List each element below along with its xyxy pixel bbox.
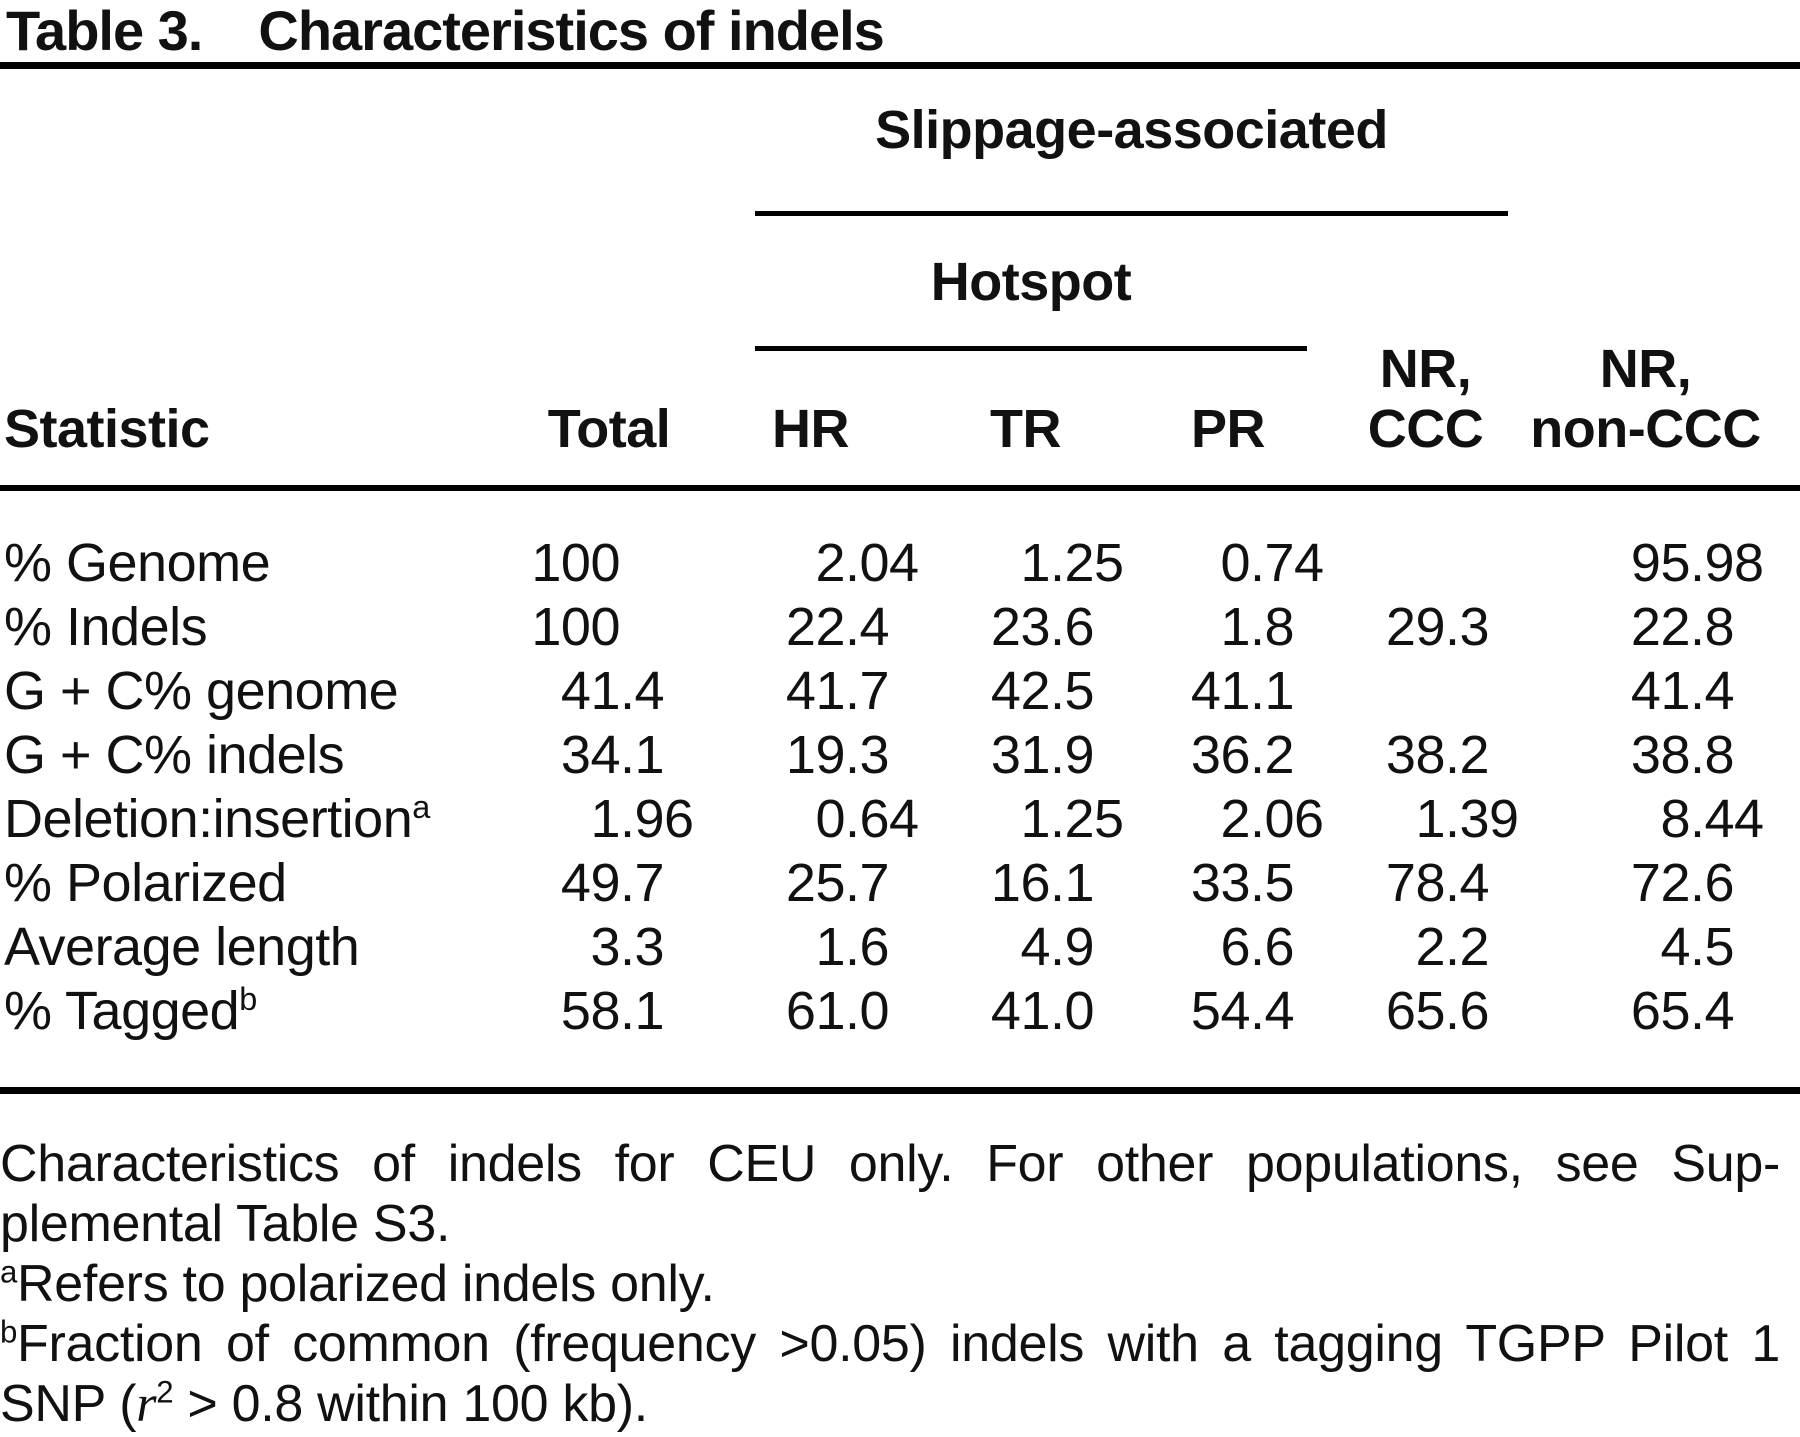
spanner-hotspot: Hotspot (930, 252, 1132, 312)
footnote-b-line2-post: > 0.8 within 100 kb). (173, 1375, 648, 1433)
column-header-nr-non-ccc (1523, 339, 1768, 485)
row-label: % Genome (4, 533, 271, 593)
cell-value: 38 .2 (1385, 725, 1490, 785)
cell-value: 95 .98 (1630, 533, 1764, 593)
table-row (0, 531, 1768, 595)
cell-value: 54 .4 (1190, 981, 1295, 1041)
row-label: Deletion:insertion$^a$ (4, 789, 430, 849)
footnote-b-marker: b (0, 1314, 18, 1350)
cell-value: 100 (531, 533, 620, 593)
column-header-label: HR (772, 399, 849, 459)
footnote-b-line2-pre: SNP ( (0, 1375, 137, 1433)
cell-value: 41 .1 (1190, 661, 1295, 721)
cell-value: 29 .3 (1385, 597, 1490, 657)
cell-value: 1 .39 (1415, 789, 1519, 849)
column-header-pr (1128, 339, 1328, 485)
cell-value: 31 .9 (990, 725, 1095, 785)
column-header-label: PR (1190, 399, 1265, 459)
footnote-general-line2: plemental Table S3. (0, 1195, 451, 1253)
column-header-label-line1: NR, (1379, 339, 1472, 399)
table-bottom-rule (0, 1087, 1800, 1094)
cell-value: 38 .8 (1630, 725, 1735, 785)
column-header-label: Statistic (4, 399, 210, 459)
column-header-statistic (0, 339, 520, 485)
cell-value: 42 .5 (990, 661, 1095, 721)
footnotes (0, 1134, 1780, 1435)
column-header-label-line2: non-CCC (1530, 399, 1761, 459)
cell-value: 1 .96 (590, 789, 694, 849)
table-row (0, 659, 1768, 723)
cell-value: 2 .06 (1220, 789, 1324, 849)
table-row (0, 595, 1768, 659)
cell-value: 8 .44 (1660, 789, 1764, 849)
top-rule (0, 62, 1800, 69)
row-label: Average length (4, 917, 360, 977)
cell-value: 34 .1 (560, 725, 665, 785)
cell-value: 100 (531, 597, 620, 657)
cell-value: 22 .8 (1630, 597, 1735, 657)
footnote-b-line1 (0, 1314, 1780, 1374)
cell-value: 1 .6 (815, 917, 890, 977)
table-row (0, 915, 1768, 979)
column-header-label-line2: CCC (1367, 399, 1484, 459)
footnote-b-r-exponent: 2 (156, 1374, 174, 1410)
cell-value: 0 .74 (1220, 533, 1324, 593)
table-title-text: Characteristics of indels (258, 0, 884, 62)
row-label: G + C% indels (4, 725, 345, 785)
table-body (0, 491, 1768, 1087)
cell-value: 23 .6 (990, 597, 1095, 657)
cell-value: 65 .6 (1385, 981, 1490, 1041)
cell-value: 41 .7 (785, 661, 890, 721)
column-header-hr (698, 339, 923, 485)
cell-value: 72 .6 (1630, 853, 1735, 913)
table-row (0, 723, 1768, 787)
cell-value: 25 .7 (785, 853, 890, 913)
row-label: % Tagged$^b$ (4, 981, 257, 1041)
cell-value: 41 .0 (990, 981, 1095, 1041)
row-label: G + C% genome (4, 661, 399, 721)
row-label-footnote-marker: b (239, 981, 257, 1017)
cell-value: 19 .3 (785, 725, 890, 785)
cell-value: 2 .04 (815, 533, 919, 593)
cell-value: 2 .2 (1415, 917, 1490, 977)
column-header-label: TR (990, 399, 1061, 459)
cell-value: 4 .5 (1660, 917, 1735, 977)
cell-value: 41 .4 (560, 661, 665, 721)
column-header-label: Total (547, 399, 671, 459)
table-header (0, 69, 1800, 485)
cell-value: 65 .4 (1630, 981, 1735, 1041)
footnote-a (0, 1254, 1780, 1314)
table-row (0, 787, 1768, 851)
spanner-rule-slippage (755, 211, 1508, 216)
row-label-footnote-marker: a (412, 789, 430, 825)
footnote-general-line1: Characteristics of indels for CEU only. For other populations, see Sup- (0, 1135, 1780, 1193)
footnote-a-text: Refers to polarized indels only. (17, 1255, 715, 1313)
cell-value: 61 .0 (785, 981, 890, 1041)
column-header-nr-ccc (1328, 339, 1523, 485)
cell-value: 49 .7 (560, 853, 665, 913)
footnote-b-line2 (0, 1374, 1780, 1435)
cell-value: 36 .2 (1190, 725, 1295, 785)
cell-value: 78 .4 (1385, 853, 1490, 913)
spanner-slippage-associated: Slippage-associated (875, 100, 1388, 160)
column-header-tr (923, 339, 1128, 485)
footnote-b-text: Fraction of common (frequency >0.05) indels with a tagging TGPP Pilot 1 (17, 1315, 1780, 1373)
footnote-a-marker: a (0, 1254, 18, 1290)
table-title (0, 0, 1800, 62)
cell-value: 1 .25 (1020, 533, 1124, 593)
column-header-row (0, 339, 1768, 485)
cell-value: 22 .4 (785, 597, 890, 657)
cell-value: 16 .1 (990, 853, 1095, 913)
cell-value: 1 .25 (1020, 789, 1124, 849)
table-row (0, 851, 1768, 915)
cell-value: 6 .6 (1220, 917, 1295, 977)
cell-value: 4 .9 (1020, 917, 1095, 977)
cell-value: 0 .64 (815, 789, 919, 849)
cell-value: 1 .8 (1220, 597, 1295, 657)
cell-value: 58 .1 (560, 981, 665, 1041)
cell-value: 33 .5 (1190, 853, 1295, 913)
row-label: % Polarized (4, 853, 287, 913)
table-number: Table 3. (6, 0, 203, 62)
footnote-b-r-symbol: r (136, 1376, 157, 1433)
row-label: % Indels (4, 597, 208, 657)
column-header-label-line1: NR, (1599, 339, 1692, 399)
table-row (0, 979, 1768, 1043)
cell-value: 3 .3 (590, 917, 665, 977)
column-header-total (520, 339, 698, 485)
cell-value: 41 .4 (1630, 661, 1735, 721)
